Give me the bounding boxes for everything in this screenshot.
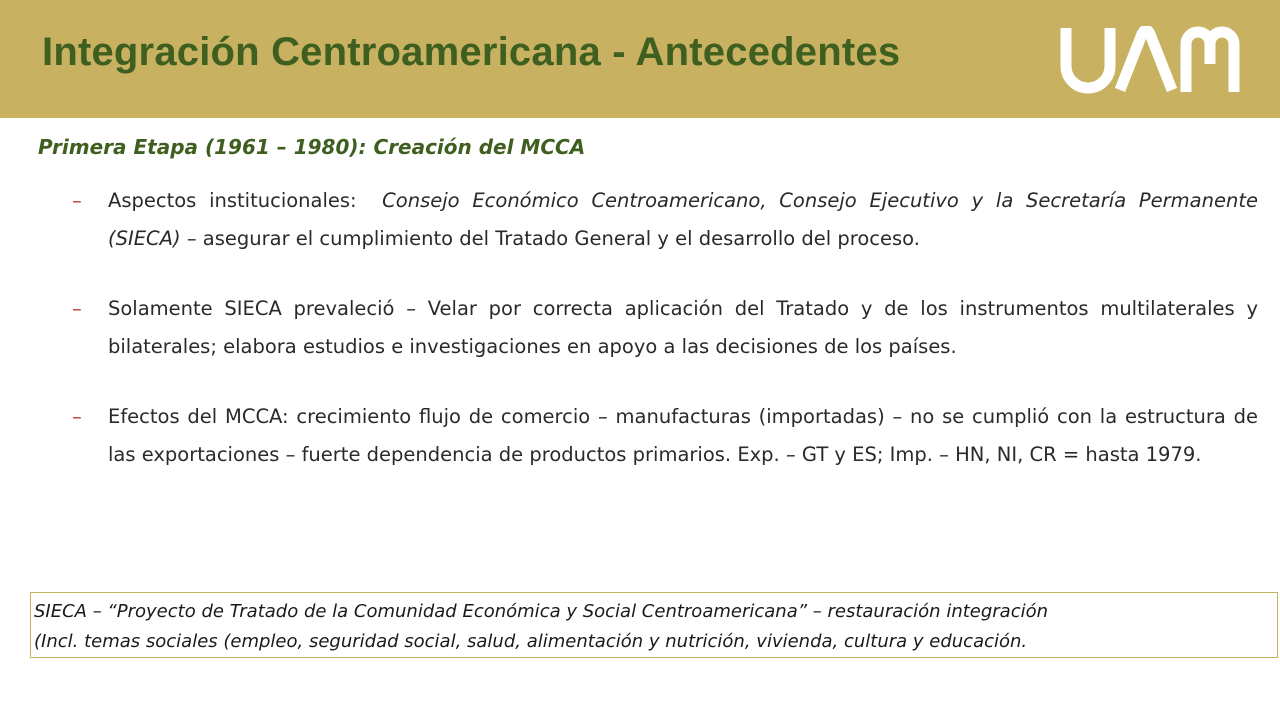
bullet-rest: – asegurar el cumplimiento del Tratado General y el desarrollo del proceso.	[186, 227, 920, 250]
bullet-text: Efectos del MCCA: crecimiento flujo de comercio – manufacturas (importadas) – no se cumplió con la estructura de las exportaciones – fuerte dependencia de productos primarios. Exp. – GT y ES; Imp. – HN, NI, CR = hasta 1979.	[108, 405, 1258, 466]
bullet-marker: –	[72, 189, 82, 212]
bullet-sieca-prevailed	[72, 290, 1258, 366]
bullet-italic-text: Consejo Económico Centroamericano, Consejo Ejecutivo y la Secretaría Permanente (SIECA)	[108, 189, 1258, 250]
bullet-mcca-effects	[72, 398, 1258, 474]
note-line-2: (Incl. temas sociales (empleo, seguridad social, salud, alimentación y nutrición, vivienda, cultura y educación.	[34, 631, 1028, 652]
section-subtitle: Primera Etapa (1961 – 1980): Creación del MCCA	[38, 135, 586, 159]
uam-logo	[1060, 26, 1252, 94]
bullet-lead: Aspectos institucionales:	[108, 189, 357, 212]
note-line-1: SIECA – “Proyecto de Tratado de la Comunidad Económica y Social Centroamericana” – restauración integración	[34, 601, 1049, 622]
bullet-list	[72, 182, 1258, 506]
bullet-marker: –	[72, 405, 82, 428]
slide-title: Integración Centroamericana - Antecedentes	[42, 30, 901, 74]
bullet-marker: –	[72, 297, 82, 320]
sieca-note-box	[30, 592, 1278, 658]
header-bar	[0, 0, 1280, 118]
bullet-text: Solamente SIECA prevaleció – Velar por correcta aplicación del Tratado y de los instrumentos multilaterales y bilaterales; elabora estudios e investigaciones en apoyo a las decisiones de los países.	[108, 297, 1258, 358]
bullet-institutional-aspects	[72, 182, 1258, 258]
